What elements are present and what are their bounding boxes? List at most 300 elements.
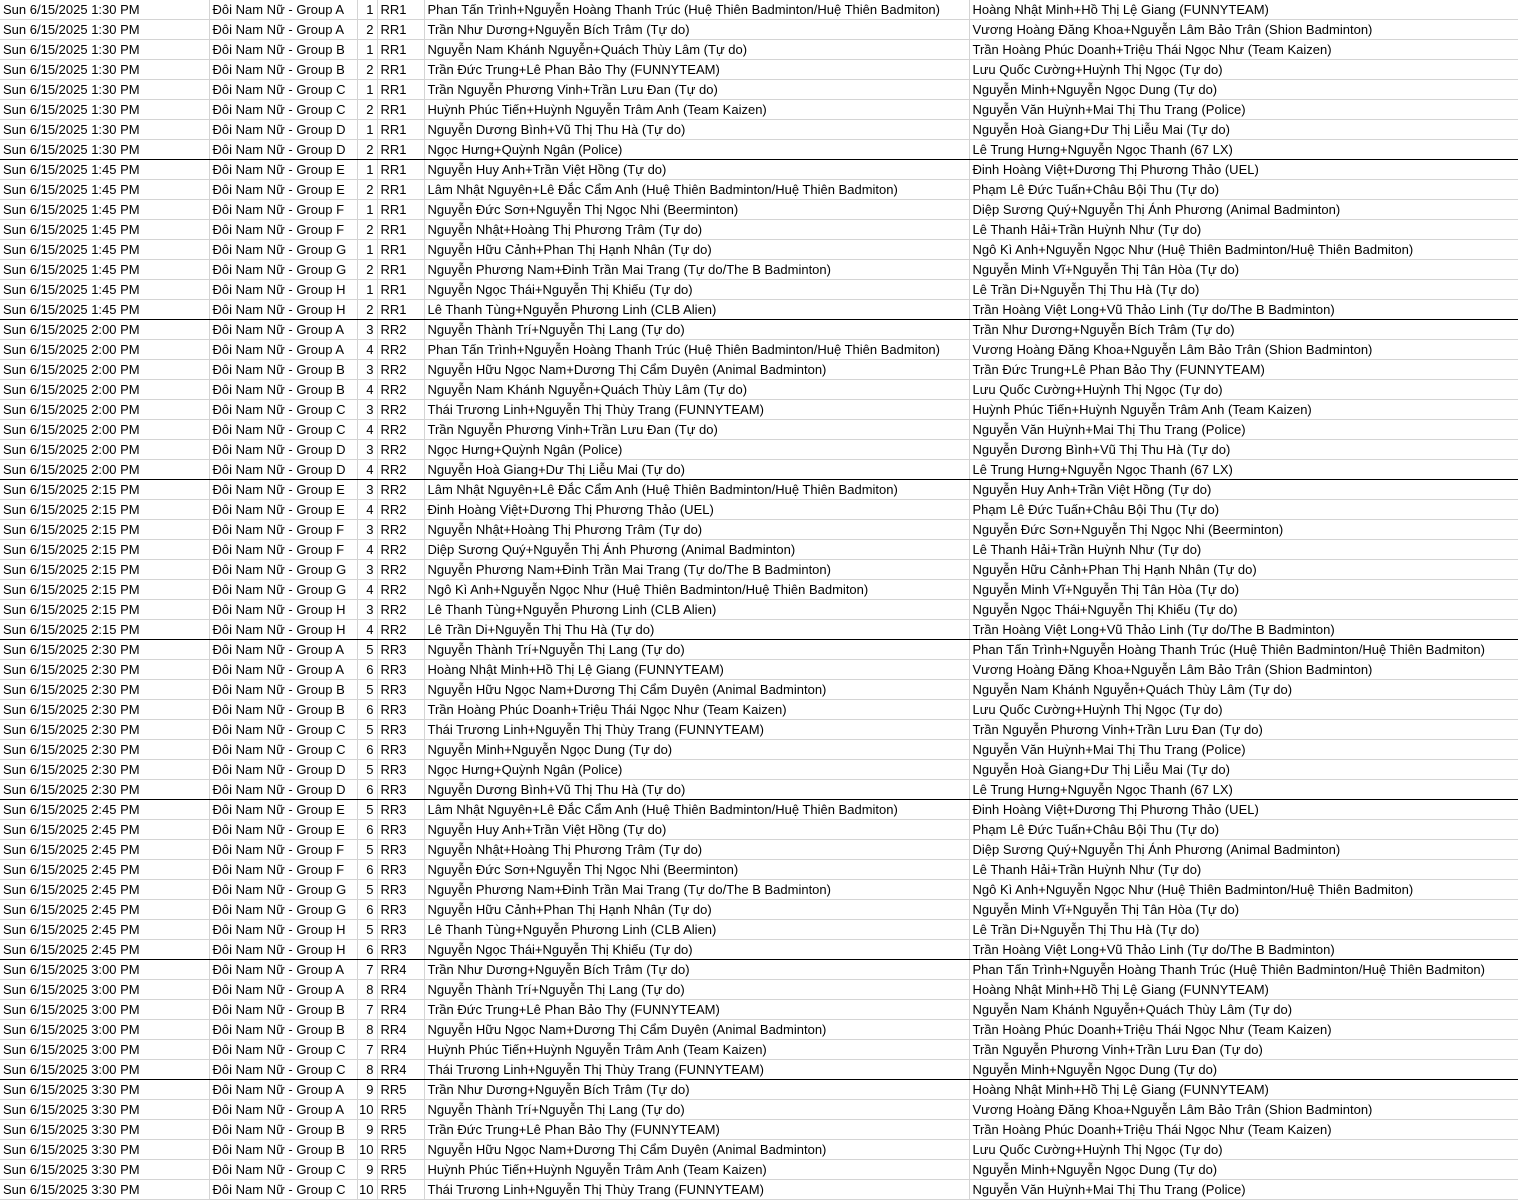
match-number-cell[interactable]: 2: [357, 260, 377, 280]
round-cell[interactable]: RR5: [377, 1100, 424, 1120]
event-cell[interactable]: Đôi Nam Nữ - Group C: [209, 720, 357, 740]
match-number-cell[interactable]: 1: [357, 120, 377, 140]
round-cell[interactable]: RR1: [377, 20, 424, 40]
match-number-cell[interactable]: 4: [357, 420, 377, 440]
event-cell[interactable]: Đôi Nam Nữ - Group D: [209, 440, 357, 460]
team2-cell[interactable]: Lê Thanh Hải+Trần Huỳnh Như (Tự do): [969, 540, 1518, 560]
round-cell[interactable]: RR3: [377, 800, 424, 820]
event-cell[interactable]: Đôi Nam Nữ - Group F: [209, 520, 357, 540]
time-cell[interactable]: Sun 6/15/2025 3:00 PM: [0, 1000, 209, 1020]
team1-cell[interactable]: Nguyễn Đức Sơn+Nguyễn Thị Ngọc Nhi (Beerminton): [424, 860, 969, 880]
event-cell[interactable]: Đôi Nam Nữ - Group H: [209, 940, 357, 960]
team2-cell[interactable]: Trần Nguyễn Phương Vinh+Trần Lưu Đan (Tự do): [969, 1040, 1518, 1060]
team2-cell[interactable]: Nguyễn Minh+Nguyễn Ngọc Dung (Tự do): [969, 1160, 1518, 1180]
team1-cell[interactable]: Trần Đức Trung+Lê Phan Bảo Thy (FUNNYTEAM): [424, 1000, 969, 1020]
round-cell[interactable]: RR1: [377, 100, 424, 120]
match-number-cell[interactable]: 3: [357, 560, 377, 580]
team1-cell[interactable]: Ngọc Hưng+Quỳnh Ngân (Police): [424, 440, 969, 460]
match-number-cell[interactable]: 9: [357, 1120, 377, 1140]
round-cell[interactable]: RR1: [377, 200, 424, 220]
event-cell[interactable]: Đôi Nam Nữ - Group B: [209, 360, 357, 380]
time-cell[interactable]: Sun 6/15/2025 3:30 PM: [0, 1160, 209, 1180]
team2-cell[interactable]: Lưu Quốc Cường+Huỳnh Thị Ngọc (Tự do): [969, 60, 1518, 80]
match-number-cell[interactable]: 7: [357, 1040, 377, 1060]
match-number-cell[interactable]: 5: [357, 640, 377, 660]
round-cell[interactable]: RR2: [377, 580, 424, 600]
event-cell[interactable]: Đôi Nam Nữ - Group G: [209, 560, 357, 580]
team2-cell[interactable]: Nguyễn Huy Anh+Trần Việt Hồng (Tự do): [969, 480, 1518, 500]
round-cell[interactable]: RR4: [377, 1000, 424, 1020]
time-cell[interactable]: Sun 6/15/2025 2:15 PM: [0, 620, 209, 640]
time-cell[interactable]: Sun 6/15/2025 2:45 PM: [0, 860, 209, 880]
event-cell[interactable]: Đôi Nam Nữ - Group A: [209, 1080, 357, 1100]
team2-cell[interactable]: Hoàng Nhật Minh+Hồ Thị Lệ Giang (FUNNYTEAM): [969, 1080, 1518, 1100]
team2-cell[interactable]: Lưu Quốc Cường+Huỳnh Thị Ngọc (Tự do): [969, 1140, 1518, 1160]
match-number-cell[interactable]: 2: [357, 100, 377, 120]
event-cell[interactable]: Đôi Nam Nữ - Group F: [209, 860, 357, 880]
round-cell[interactable]: RR3: [377, 700, 424, 720]
match-number-cell[interactable]: 5: [357, 760, 377, 780]
round-cell[interactable]: RR3: [377, 660, 424, 680]
event-cell[interactable]: Đôi Nam Nữ - Group E: [209, 820, 357, 840]
time-cell[interactable]: Sun 6/15/2025 2:45 PM: [0, 880, 209, 900]
team1-cell[interactable]: Lâm Nhật Nguyên+Lê Đắc Cẩm Anh (Huệ Thiên Badminton/Huệ Thiên Badmiton): [424, 800, 969, 820]
time-cell[interactable]: Sun 6/15/2025 3:00 PM: [0, 1040, 209, 1060]
match-number-cell[interactable]: 4: [357, 540, 377, 560]
event-cell[interactable]: Đôi Nam Nữ - Group E: [209, 160, 357, 180]
team1-cell[interactable]: Nguyễn Ngọc Thái+Nguyễn Thị Khiếu (Tự do): [424, 280, 969, 300]
event-cell[interactable]: Đôi Nam Nữ - Group C: [209, 1160, 357, 1180]
round-cell[interactable]: RR1: [377, 240, 424, 260]
time-cell[interactable]: Sun 6/15/2025 2:00 PM: [0, 360, 209, 380]
event-cell[interactable]: Đôi Nam Nữ - Group A: [209, 320, 357, 340]
event-cell[interactable]: Đôi Nam Nữ - Group C: [209, 400, 357, 420]
round-cell[interactable]: RR1: [377, 280, 424, 300]
round-cell[interactable]: RR3: [377, 920, 424, 940]
round-cell[interactable]: RR2: [377, 340, 424, 360]
event-cell[interactable]: Đôi Nam Nữ - Group G: [209, 260, 357, 280]
team1-cell[interactable]: Nguyễn Thành Trí+Nguyễn Thị Lang (Tự do): [424, 320, 969, 340]
match-number-cell[interactable]: 3: [357, 520, 377, 540]
team1-cell[interactable]: Lê Trần Di+Nguyễn Thị Thu Hà (Tự do): [424, 620, 969, 640]
match-number-cell[interactable]: 9: [357, 1160, 377, 1180]
team2-cell[interactable]: Trần Hoàng Phúc Doanh+Triệu Thái Ngọc Như (Team Kaizen): [969, 1020, 1518, 1040]
event-cell[interactable]: Đôi Nam Nữ - Group E: [209, 180, 357, 200]
event-cell[interactable]: Đôi Nam Nữ - Group E: [209, 500, 357, 520]
time-cell[interactable]: Sun 6/15/2025 1:45 PM: [0, 220, 209, 240]
match-number-cell[interactable]: 1: [357, 200, 377, 220]
team2-cell[interactable]: Diệp Sương Quý+Nguyễn Thị Ánh Phương (Animal Badminton): [969, 200, 1518, 220]
round-cell[interactable]: RR5: [377, 1080, 424, 1100]
team1-cell[interactable]: Phan Tấn Trình+Nguyễn Hoàng Thanh Trúc (Huệ Thiên Badminton/Huệ Thiên Badmiton): [424, 340, 969, 360]
round-cell[interactable]: RR5: [377, 1120, 424, 1140]
round-cell[interactable]: RR1: [377, 60, 424, 80]
match-number-cell[interactable]: 4: [357, 340, 377, 360]
round-cell[interactable]: RR1: [377, 140, 424, 160]
match-number-cell[interactable]: 6: [357, 700, 377, 720]
team1-cell[interactable]: Thái Trương Linh+Nguyễn Thị Thùy Trang (FUNNYTEAM): [424, 1060, 969, 1080]
event-cell[interactable]: Đôi Nam Nữ - Group A: [209, 640, 357, 660]
round-cell[interactable]: RR2: [377, 440, 424, 460]
team2-cell[interactable]: Hoàng Nhật Minh+Hồ Thị Lệ Giang (FUNNYTEAM): [969, 0, 1518, 20]
round-cell[interactable]: RR3: [377, 780, 424, 800]
match-number-cell[interactable]: 7: [357, 960, 377, 980]
match-number-cell[interactable]: 9: [357, 1080, 377, 1100]
event-cell[interactable]: Đôi Nam Nữ - Group D: [209, 780, 357, 800]
round-cell[interactable]: RR4: [377, 1020, 424, 1040]
match-number-cell[interactable]: 6: [357, 860, 377, 880]
team1-cell[interactable]: Nguyễn Dương Bình+Vũ Thị Thu Hà (Tự do): [424, 120, 969, 140]
time-cell[interactable]: Sun 6/15/2025 2:00 PM: [0, 380, 209, 400]
match-number-cell[interactable]: 3: [357, 480, 377, 500]
match-number-cell[interactable]: 5: [357, 680, 377, 700]
team1-cell[interactable]: Nguyễn Hoà Giang+Dư Thị Liễu Mai (Tự do): [424, 460, 969, 480]
match-number-cell[interactable]: 6: [357, 780, 377, 800]
match-number-cell[interactable]: 8: [357, 1020, 377, 1040]
match-number-cell[interactable]: 7: [357, 1000, 377, 1020]
team2-cell[interactable]: Nguyễn Văn Huỳnh+Mai Thị Thu Trang (Police): [969, 420, 1518, 440]
round-cell[interactable]: RR2: [377, 500, 424, 520]
match-number-cell[interactable]: 2: [357, 300, 377, 320]
team1-cell[interactable]: Thái Trương Linh+Nguyễn Thị Thùy Trang (FUNNYTEAM): [424, 720, 969, 740]
team2-cell[interactable]: Phan Tấn Trình+Nguyễn Hoàng Thanh Trúc (Huệ Thiên Badminton/Huệ Thiên Badmiton): [969, 960, 1518, 980]
time-cell[interactable]: Sun 6/15/2025 1:30 PM: [0, 140, 209, 160]
time-cell[interactable]: Sun 6/15/2025 2:45 PM: [0, 940, 209, 960]
event-cell[interactable]: Đôi Nam Nữ - Group A: [209, 660, 357, 680]
round-cell[interactable]: RR3: [377, 860, 424, 880]
event-cell[interactable]: Đôi Nam Nữ - Group F: [209, 200, 357, 220]
match-number-cell[interactable]: 1: [357, 240, 377, 260]
team2-cell[interactable]: Lê Trần Di+Nguyễn Thị Thu Hà (Tự do): [969, 280, 1518, 300]
team1-cell[interactable]: Trần Nguyễn Phương Vinh+Trần Lưu Đan (Tự do): [424, 420, 969, 440]
round-cell[interactable]: RR1: [377, 40, 424, 60]
team1-cell[interactable]: Nguyễn Huy Anh+Trần Việt Hồng (Tự do): [424, 820, 969, 840]
team1-cell[interactable]: Lê Thanh Tùng+Nguyễn Phương Linh (CLB Alien): [424, 600, 969, 620]
time-cell[interactable]: Sun 6/15/2025 1:30 PM: [0, 20, 209, 40]
event-cell[interactable]: Đôi Nam Nữ - Group G: [209, 880, 357, 900]
event-cell[interactable]: Đôi Nam Nữ - Group B: [209, 1020, 357, 1040]
round-cell[interactable]: RR1: [377, 80, 424, 100]
time-cell[interactable]: Sun 6/15/2025 2:00 PM: [0, 340, 209, 360]
team2-cell[interactable]: Ngô Kì Anh+Nguyễn Ngọc Như (Huệ Thiên Badminton/Huệ Thiên Badmiton): [969, 240, 1518, 260]
time-cell[interactable]: Sun 6/15/2025 1:45 PM: [0, 240, 209, 260]
round-cell[interactable]: RR1: [377, 300, 424, 320]
team2-cell[interactable]: Nguyễn Ngọc Thái+Nguyễn Thị Khiếu (Tự do): [969, 600, 1518, 620]
time-cell[interactable]: Sun 6/15/2025 2:45 PM: [0, 820, 209, 840]
event-cell[interactable]: Đôi Nam Nữ - Group A: [209, 0, 357, 20]
time-cell[interactable]: Sun 6/15/2025 2:30 PM: [0, 720, 209, 740]
event-cell[interactable]: Đôi Nam Nữ - Group H: [209, 920, 357, 940]
match-number-cell[interactable]: 4: [357, 460, 377, 480]
event-cell[interactable]: Đôi Nam Nữ - Group H: [209, 620, 357, 640]
team2-cell[interactable]: Lê Trung Hưng+Nguyễn Ngọc Thanh (67 LX): [969, 140, 1518, 160]
team1-cell[interactable]: Trần Như Dương+Nguyễn Bích Trâm (Tự do): [424, 960, 969, 980]
round-cell[interactable]: RR3: [377, 760, 424, 780]
team1-cell[interactable]: Nguyễn Ngọc Thái+Nguyễn Thị Khiếu (Tự do): [424, 940, 969, 960]
time-cell[interactable]: Sun 6/15/2025 1:30 PM: [0, 120, 209, 140]
event-cell[interactable]: Đôi Nam Nữ - Group E: [209, 800, 357, 820]
team2-cell[interactable]: Lưu Quốc Cường+Huỳnh Thị Ngọc (Tự do): [969, 700, 1518, 720]
time-cell[interactable]: Sun 6/15/2025 3:00 PM: [0, 960, 209, 980]
time-cell[interactable]: Sun 6/15/2025 2:45 PM: [0, 800, 209, 820]
event-cell[interactable]: Đôi Nam Nữ - Group G: [209, 900, 357, 920]
event-cell[interactable]: Đôi Nam Nữ - Group B: [209, 1000, 357, 1020]
time-cell[interactable]: Sun 6/15/2025 2:00 PM: [0, 400, 209, 420]
event-cell[interactable]: Đôi Nam Nữ - Group H: [209, 300, 357, 320]
time-cell[interactable]: Sun 6/15/2025 2:30 PM: [0, 700, 209, 720]
match-number-cell[interactable]: 1: [357, 80, 377, 100]
team1-cell[interactable]: Trần Như Dương+Nguyễn Bích Trâm (Tự do): [424, 20, 969, 40]
time-cell[interactable]: Sun 6/15/2025 2:00 PM: [0, 460, 209, 480]
round-cell[interactable]: RR2: [377, 560, 424, 580]
time-cell[interactable]: Sun 6/15/2025 1:30 PM: [0, 0, 209, 20]
time-cell[interactable]: Sun 6/15/2025 3:00 PM: [0, 1020, 209, 1040]
team2-cell[interactable]: Trần Đức Trung+Lê Phan Bảo Thy (FUNNYTEAM): [969, 360, 1518, 380]
match-number-cell[interactable]: 6: [357, 740, 377, 760]
team2-cell[interactable]: Nguyễn Văn Huỳnh+Mai Thị Thu Trang (Police): [969, 740, 1518, 760]
team2-cell[interactable]: Nguyễn Minh Vĩ+Nguyễn Thị Tân Hòa (Tự do): [969, 900, 1518, 920]
match-number-cell[interactable]: 6: [357, 940, 377, 960]
time-cell[interactable]: Sun 6/15/2025 1:30 PM: [0, 60, 209, 80]
round-cell[interactable]: RR1: [377, 220, 424, 240]
team1-cell[interactable]: Nguyễn Hữu Ngọc Nam+Dương Thị Cẩm Duyên (Animal Badminton): [424, 360, 969, 380]
time-cell[interactable]: Sun 6/15/2025 3:30 PM: [0, 1100, 209, 1120]
team2-cell[interactable]: Lưu Quốc Cường+Huỳnh Thị Ngọc (Tự do): [969, 380, 1518, 400]
event-cell[interactable]: Đôi Nam Nữ - Group A: [209, 1100, 357, 1120]
match-number-cell[interactable]: 10: [357, 1180, 377, 1200]
team1-cell[interactable]: Ngô Kì Anh+Nguyễn Ngọc Như (Huệ Thiên Badminton/Huệ Thiên Badmiton): [424, 580, 969, 600]
team1-cell[interactable]: Đinh Hoàng Việt+Dương Thị Phương Thảo (UEL): [424, 500, 969, 520]
round-cell[interactable]: RR2: [377, 520, 424, 540]
match-number-cell[interactable]: 1: [357, 160, 377, 180]
time-cell[interactable]: Sun 6/15/2025 2:30 PM: [0, 640, 209, 660]
team2-cell[interactable]: Nguyễn Văn Huỳnh+Mai Thị Thu Trang (Police): [969, 1180, 1518, 1200]
team2-cell[interactable]: Nguyễn Hoà Giang+Dư Thị Liễu Mai (Tự do): [969, 120, 1518, 140]
team1-cell[interactable]: Nguyễn Hữu Ngọc Nam+Dương Thị Cẩm Duyên (Animal Badminton): [424, 1140, 969, 1160]
team2-cell[interactable]: Trần Hoàng Việt Long+Vũ Thảo Linh (Tự do/The B Badminton): [969, 620, 1518, 640]
time-cell[interactable]: Sun 6/15/2025 2:15 PM: [0, 520, 209, 540]
match-number-cell[interactable]: 5: [357, 880, 377, 900]
team1-cell[interactable]: Trần Đức Trung+Lê Phan Bảo Thy (FUNNYTEAM): [424, 60, 969, 80]
time-cell[interactable]: Sun 6/15/2025 2:30 PM: [0, 780, 209, 800]
team2-cell[interactable]: Lê Thanh Hải+Trần Huỳnh Như (Tự do): [969, 860, 1518, 880]
time-cell[interactable]: Sun 6/15/2025 3:00 PM: [0, 980, 209, 1000]
match-number-cell[interactable]: 4: [357, 500, 377, 520]
event-cell[interactable]: Đôi Nam Nữ - Group B: [209, 680, 357, 700]
event-cell[interactable]: Đôi Nam Nữ - Group B: [209, 1120, 357, 1140]
round-cell[interactable]: RR2: [377, 620, 424, 640]
match-number-cell[interactable]: 5: [357, 720, 377, 740]
round-cell[interactable]: RR3: [377, 900, 424, 920]
event-cell[interactable]: Đôi Nam Nữ - Group A: [209, 20, 357, 40]
event-cell[interactable]: Đôi Nam Nữ - Group B: [209, 60, 357, 80]
round-cell[interactable]: RR5: [377, 1180, 424, 1200]
team2-cell[interactable]: Trần Như Dương+Nguyễn Bích Trâm (Tự do): [969, 320, 1518, 340]
round-cell[interactable]: RR2: [377, 600, 424, 620]
round-cell[interactable]: RR3: [377, 680, 424, 700]
match-number-cell[interactable]: 2: [357, 220, 377, 240]
round-cell[interactable]: RR2: [377, 360, 424, 380]
time-cell[interactable]: Sun 6/15/2025 2:30 PM: [0, 680, 209, 700]
round-cell[interactable]: RR2: [377, 540, 424, 560]
time-cell[interactable]: Sun 6/15/2025 3:30 PM: [0, 1080, 209, 1100]
match-number-cell[interactable]: 1: [357, 40, 377, 60]
match-number-cell[interactable]: 2: [357, 60, 377, 80]
team1-cell[interactable]: Trần Như Dương+Nguyễn Bích Trâm (Tự do): [424, 1080, 969, 1100]
team2-cell[interactable]: Trần Hoàng Việt Long+Vũ Thảo Linh (Tự do/The B Badminton): [969, 300, 1518, 320]
round-cell[interactable]: RR2: [377, 380, 424, 400]
team1-cell[interactable]: Nguyễn Hữu Ngọc Nam+Dương Thị Cẩm Duyên (Animal Badminton): [424, 1020, 969, 1040]
match-number-cell[interactable]: 10: [357, 1140, 377, 1160]
time-cell[interactable]: Sun 6/15/2025 2:15 PM: [0, 540, 209, 560]
team1-cell[interactable]: Hoàng Nhật Minh+Hồ Thị Lệ Giang (FUNNYTEAM): [424, 660, 969, 680]
team1-cell[interactable]: Trần Hoàng Phúc Doanh+Triệu Thái Ngọc Như (Team Kaizen): [424, 700, 969, 720]
team2-cell[interactable]: Vương Hoàng Đăng Khoa+Nguyễn Lâm Bảo Trân (Shion Badminton): [969, 340, 1518, 360]
time-cell[interactable]: Sun 6/15/2025 1:30 PM: [0, 100, 209, 120]
round-cell[interactable]: RR2: [377, 480, 424, 500]
round-cell[interactable]: RR1: [377, 0, 424, 20]
event-cell[interactable]: Đôi Nam Nữ - Group C: [209, 1060, 357, 1080]
match-number-cell[interactable]: 10: [357, 1100, 377, 1120]
time-cell[interactable]: Sun 6/15/2025 1:45 PM: [0, 200, 209, 220]
team1-cell[interactable]: Nguyễn Phương Nam+Đinh Trần Mai Trang (Tự do/The B Badminton): [424, 880, 969, 900]
team2-cell[interactable]: Lê Thanh Hải+Trần Huỳnh Như (Tự do): [969, 220, 1518, 240]
event-cell[interactable]: Đôi Nam Nữ - Group E: [209, 480, 357, 500]
team2-cell[interactable]: Huỳnh Phúc Tiến+Huỳnh Nguyễn Trâm Anh (Team Kaizen): [969, 400, 1518, 420]
event-cell[interactable]: Đôi Nam Nữ - Group G: [209, 580, 357, 600]
team1-cell[interactable]: Thái Trương Linh+Nguyễn Thị Thùy Trang (FUNNYTEAM): [424, 400, 969, 420]
time-cell[interactable]: Sun 6/15/2025 2:45 PM: [0, 920, 209, 940]
round-cell[interactable]: RR4: [377, 1060, 424, 1080]
team1-cell[interactable]: Huỳnh Phúc Tiến+Huỳnh Nguyễn Trâm Anh (Team Kaizen): [424, 1160, 969, 1180]
round-cell[interactable]: RR4: [377, 980, 424, 1000]
team1-cell[interactable]: Lê Thanh Tùng+Nguyễn Phương Linh (CLB Alien): [424, 920, 969, 940]
team1-cell[interactable]: Trần Nguyễn Phương Vinh+Trần Lưu Đan (Tự do): [424, 80, 969, 100]
team1-cell[interactable]: Diệp Sương Quý+Nguyễn Thị Ánh Phương (Animal Badminton): [424, 540, 969, 560]
round-cell[interactable]: RR3: [377, 940, 424, 960]
round-cell[interactable]: RR2: [377, 320, 424, 340]
team1-cell[interactable]: Nguyễn Minh+Nguyễn Ngọc Dung (Tự do): [424, 740, 969, 760]
event-cell[interactable]: Đôi Nam Nữ - Group B: [209, 1140, 357, 1160]
team1-cell[interactable]: Phan Tấn Trình+Nguyễn Hoàng Thanh Trúc (Huệ Thiên Badminton/Huệ Thiên Badmiton): [424, 0, 969, 20]
team2-cell[interactable]: Diệp Sương Quý+Nguyễn Thị Ánh Phương (Animal Badminton): [969, 840, 1518, 860]
match-number-cell[interactable]: 1: [357, 0, 377, 20]
round-cell[interactable]: RR3: [377, 640, 424, 660]
event-cell[interactable]: Đôi Nam Nữ - Group A: [209, 340, 357, 360]
team2-cell[interactable]: Đinh Hoàng Việt+Dương Thị Phương Thảo (UEL): [969, 160, 1518, 180]
team1-cell[interactable]: Nguyễn Phương Nam+Đinh Trần Mai Trang (Tự do/The B Badminton): [424, 560, 969, 580]
team2-cell[interactable]: Nguyễn Minh+Nguyễn Ngọc Dung (Tự do): [969, 1060, 1518, 1080]
round-cell[interactable]: RR2: [377, 460, 424, 480]
match-number-cell[interactable]: 6: [357, 900, 377, 920]
match-number-cell[interactable]: 6: [357, 820, 377, 840]
round-cell[interactable]: RR4: [377, 1040, 424, 1060]
round-cell[interactable]: RR2: [377, 420, 424, 440]
team2-cell[interactable]: Vương Hoàng Đăng Khoa+Nguyễn Lâm Bảo Trân (Shion Badminton): [969, 1100, 1518, 1120]
match-number-cell[interactable]: 2: [357, 180, 377, 200]
match-number-cell[interactable]: 3: [357, 360, 377, 380]
match-number-cell[interactable]: 5: [357, 920, 377, 940]
team1-cell[interactable]: Nguyễn Hữu Cảnh+Phan Thị Hạnh Nhân (Tự do): [424, 240, 969, 260]
time-cell[interactable]: Sun 6/15/2025 1:30 PM: [0, 40, 209, 60]
team1-cell[interactable]: Nguyễn Đức Sơn+Nguyễn Thị Ngọc Nhi (Beerminton): [424, 200, 969, 220]
event-cell[interactable]: Đôi Nam Nữ - Group F: [209, 540, 357, 560]
team2-cell[interactable]: Vương Hoàng Đăng Khoa+Nguyễn Lâm Bảo Trân (Shion Badminton): [969, 660, 1518, 680]
team1-cell[interactable]: Nguyễn Nhật+Hoàng Thị Phương Trâm (Tự do): [424, 840, 969, 860]
round-cell[interactable]: RR4: [377, 960, 424, 980]
team2-cell[interactable]: Nguyễn Minh Vĩ+Nguyễn Thị Tân Hòa (Tự do): [969, 260, 1518, 280]
event-cell[interactable]: Đôi Nam Nữ - Group C: [209, 420, 357, 440]
team1-cell[interactable]: Nguyễn Nhật+Hoàng Thị Phương Trâm (Tự do): [424, 520, 969, 540]
match-number-cell[interactable]: 3: [357, 400, 377, 420]
team2-cell[interactable]: Nguyễn Nam Khánh Nguyễn+Quách Thùy Lâm (Tự do): [969, 1000, 1518, 1020]
event-cell[interactable]: Đôi Nam Nữ - Group H: [209, 280, 357, 300]
team2-cell[interactable]: Nguyễn Đức Sơn+Nguyễn Thị Ngọc Nhi (Beerminton): [969, 520, 1518, 540]
team2-cell[interactable]: Vương Hoàng Đăng Khoa+Nguyễn Lâm Bảo Trân (Shion Badminton): [969, 20, 1518, 40]
round-cell[interactable]: RR1: [377, 160, 424, 180]
team1-cell[interactable]: Nguyễn Huy Anh+Trần Việt Hồng (Tự do): [424, 160, 969, 180]
team1-cell[interactable]: Nguyễn Hữu Ngọc Nam+Dương Thị Cẩm Duyên (Animal Badminton): [424, 680, 969, 700]
team2-cell[interactable]: Trần Hoàng Phúc Doanh+Triệu Thái Ngọc Như (Team Kaizen): [969, 1120, 1518, 1140]
round-cell[interactable]: RR3: [377, 840, 424, 860]
team2-cell[interactable]: Nguyễn Minh+Nguyễn Ngọc Dung (Tự do): [969, 80, 1518, 100]
event-cell[interactable]: Đôi Nam Nữ - Group G: [209, 240, 357, 260]
event-cell[interactable]: Đôi Nam Nữ - Group B: [209, 380, 357, 400]
round-cell[interactable]: RR5: [377, 1140, 424, 1160]
team1-cell[interactable]: Huỳnh Phúc Tiến+Huỳnh Nguyễn Trâm Anh (Team Kaizen): [424, 1040, 969, 1060]
match-number-cell[interactable]: 3: [357, 600, 377, 620]
team2-cell[interactable]: Lê Trung Hưng+Nguyễn Ngọc Thanh (67 LX): [969, 780, 1518, 800]
match-number-cell[interactable]: 2: [357, 140, 377, 160]
team1-cell[interactable]: Ngọc Hưng+Quỳnh Ngân (Police): [424, 140, 969, 160]
event-cell[interactable]: Đôi Nam Nữ - Group D: [209, 760, 357, 780]
team2-cell[interactable]: Phạm Lê Đức Tuấn+Châu Bội Thu (Tự do): [969, 500, 1518, 520]
team1-cell[interactable]: Lâm Nhật Nguyên+Lê Đắc Cẩm Anh (Huệ Thiên Badminton/Huệ Thiên Badmiton): [424, 480, 969, 500]
round-cell[interactable]: RR2: [377, 400, 424, 420]
team2-cell[interactable]: Phạm Lê Đức Tuấn+Châu Bội Thu (Tự do): [969, 820, 1518, 840]
time-cell[interactable]: Sun 6/15/2025 2:15 PM: [0, 600, 209, 620]
event-cell[interactable]: Đôi Nam Nữ - Group F: [209, 220, 357, 240]
round-cell[interactable]: RR5: [377, 1160, 424, 1180]
match-number-cell[interactable]: 4: [357, 380, 377, 400]
time-cell[interactable]: Sun 6/15/2025 1:45 PM: [0, 280, 209, 300]
round-cell[interactable]: RR3: [377, 740, 424, 760]
team2-cell[interactable]: Nguyễn Dương Bình+Vũ Thị Thu Hà (Tự do): [969, 440, 1518, 460]
match-number-cell[interactable]: 3: [357, 320, 377, 340]
time-cell[interactable]: Sun 6/15/2025 3:00 PM: [0, 1060, 209, 1080]
event-cell[interactable]: Đôi Nam Nữ - Group B: [209, 40, 357, 60]
time-cell[interactable]: Sun 6/15/2025 3:30 PM: [0, 1180, 209, 1200]
event-cell[interactable]: Đôi Nam Nữ - Group B: [209, 700, 357, 720]
event-cell[interactable]: Đôi Nam Nữ - Group A: [209, 980, 357, 1000]
team2-cell[interactable]: Ngô Kì Anh+Nguyễn Ngọc Như (Huệ Thiên Badminton/Huệ Thiên Badmiton): [969, 880, 1518, 900]
time-cell[interactable]: Sun 6/15/2025 2:15 PM: [0, 580, 209, 600]
team1-cell[interactable]: Nguyễn Dương Bình+Vũ Thị Thu Hà (Tự do): [424, 780, 969, 800]
time-cell[interactable]: Sun 6/15/2025 2:15 PM: [0, 560, 209, 580]
match-number-cell[interactable]: 5: [357, 800, 377, 820]
event-cell[interactable]: Đôi Nam Nữ - Group C: [209, 80, 357, 100]
team2-cell[interactable]: Nguyễn Hoà Giang+Dư Thị Liễu Mai (Tự do): [969, 760, 1518, 780]
time-cell[interactable]: Sun 6/15/2025 2:00 PM: [0, 320, 209, 340]
event-cell[interactable]: Đôi Nam Nữ - Group H: [209, 600, 357, 620]
time-cell[interactable]: Sun 6/15/2025 2:00 PM: [0, 420, 209, 440]
match-number-cell[interactable]: 3: [357, 440, 377, 460]
team2-cell[interactable]: Lê Trung Hưng+Nguyễn Ngọc Thanh (67 LX): [969, 460, 1518, 480]
team1-cell[interactable]: Lê Thanh Tùng+Nguyễn Phương Linh (CLB Alien): [424, 300, 969, 320]
time-cell[interactable]: Sun 6/15/2025 2:00 PM: [0, 440, 209, 460]
event-cell[interactable]: Đôi Nam Nữ - Group D: [209, 460, 357, 480]
time-cell[interactable]: Sun 6/15/2025 2:15 PM: [0, 480, 209, 500]
